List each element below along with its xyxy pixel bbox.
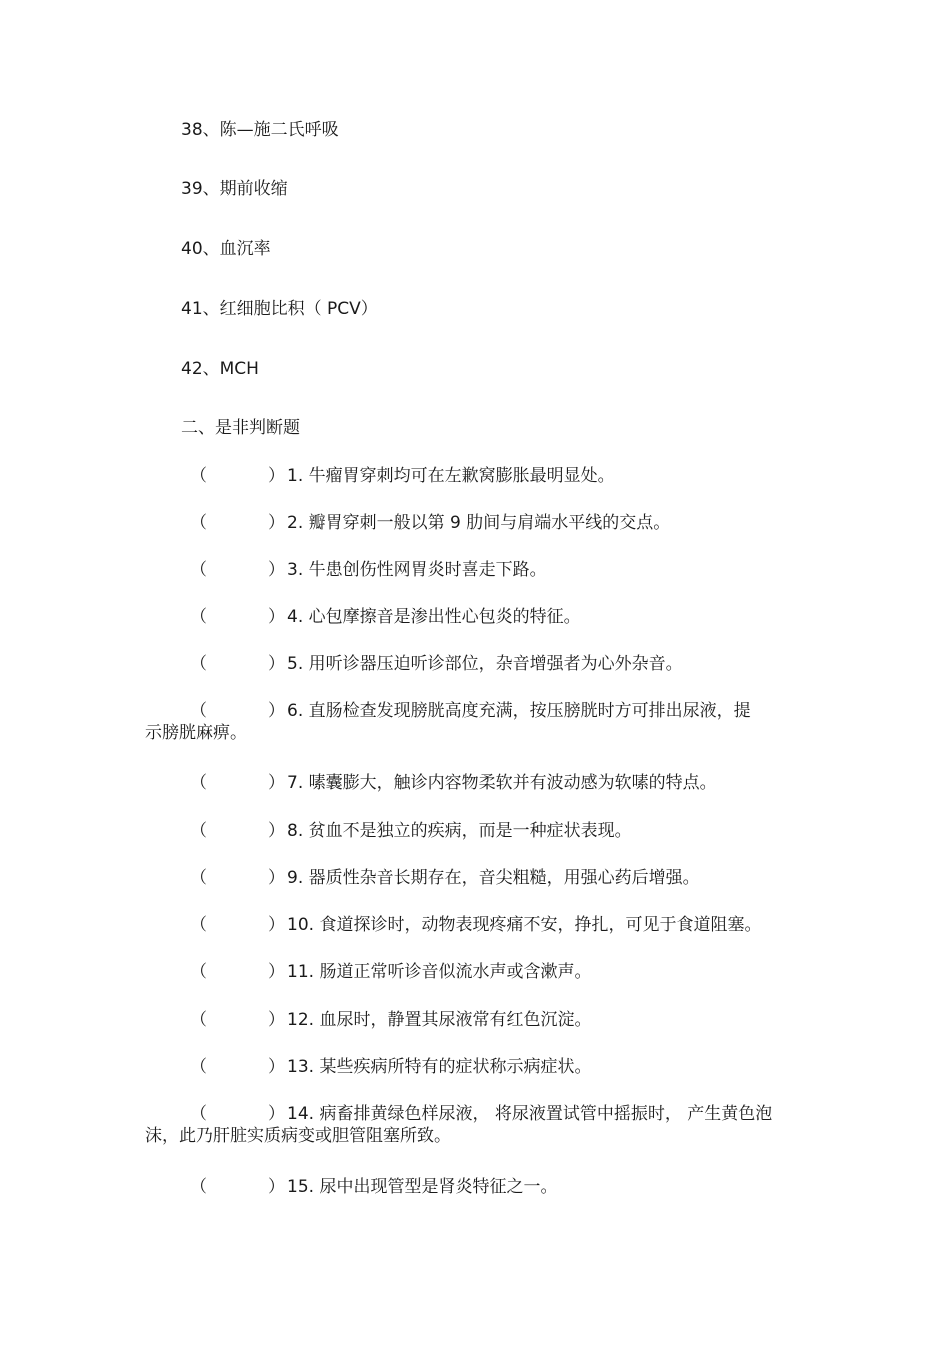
answer-blank[interactable] [205, 514, 265, 532]
question-item [0, 465, 950, 487]
paren-open: （ [190, 962, 207, 982]
paren-close: ） [268, 607, 285, 627]
paren-open: （ [190, 1010, 207, 1030]
question-item [0, 1176, 950, 1198]
question-text: 10. 食道探诊时，动物表现疼痛不安，挣扎，可见于食道阻塞。 [287, 915, 762, 935]
paren-close: ） [268, 466, 285, 486]
question-item [0, 606, 950, 628]
paren-open: （ [190, 654, 207, 674]
paren-open: （ [190, 868, 207, 888]
question-item [0, 700, 950, 743]
question-text: 6. 直肠检查发现膀胱高度充满，按压膀胱时方可排出尿液，提 [287, 701, 751, 721]
question-item [0, 512, 950, 534]
term-41: 41、红细胞比积（ PCV） [181, 299, 378, 319]
question-item [0, 1103, 950, 1146]
question-item [0, 1056, 950, 1078]
term-39: 39、期前收缩 [181, 179, 288, 199]
paren-open: （ [190, 513, 207, 533]
question-text: 13. 某些疾病所特有的症状称示病症状。 [287, 1057, 592, 1077]
question-item [0, 653, 950, 675]
answer-blank[interactable] [205, 655, 265, 673]
section-heading-true-false: 二、是非判断题 [181, 418, 300, 438]
paren-open: （ [190, 607, 207, 627]
question-text: 11. 肠道正常听诊音似流水声或含漱声。 [287, 962, 592, 982]
question-text: 4. 心包摩擦音是渗出性心包炎的特征。 [287, 607, 581, 627]
answer-blank[interactable] [205, 702, 265, 720]
term-40: 40、血沉率 [181, 239, 271, 259]
paren-open: （ [190, 560, 207, 580]
answer-blank[interactable] [205, 1058, 265, 1076]
term-42: 42、MCH [181, 359, 259, 379]
question-text: 1. 牛瘤胃穿刺均可在左歉窝膨胀最明显处。 [287, 466, 615, 486]
answer-blank[interactable] [205, 822, 265, 840]
answer-blank[interactable] [205, 869, 265, 887]
question-text: 9. 器质性杂音长期存在，音尖粗糙，用强心药后增强。 [287, 868, 700, 888]
paren-open: （ [190, 1104, 207, 1124]
paren-open: （ [190, 773, 207, 793]
paren-close: ） [268, 1057, 285, 1077]
term-38: 38、陈—施二氏呼吸 [181, 120, 339, 140]
question-text-continued: 示膀胱麻痹。 [145, 723, 247, 743]
paren-open: （ [190, 821, 207, 841]
question-text: 8. 贫血不是独立的疾病，而是一种症状表现。 [287, 821, 632, 841]
answer-blank[interactable] [205, 467, 265, 485]
paren-open: （ [190, 1177, 207, 1197]
question-text: 3. 牛患创伤性网胃炎时喜走下路。 [287, 560, 547, 580]
paren-close: ） [268, 773, 285, 793]
paren-open: （ [190, 701, 207, 721]
question-item [0, 772, 950, 794]
question-item [0, 820, 950, 842]
question-text: 15. 尿中出现管型是肾炎特征之一。 [287, 1177, 558, 1197]
paren-close: ） [268, 821, 285, 841]
answer-blank[interactable] [205, 1178, 265, 1196]
answer-blank[interactable] [205, 1011, 265, 1029]
answer-blank[interactable] [205, 1105, 265, 1123]
question-item [0, 961, 950, 983]
answer-blank[interactable] [205, 963, 265, 981]
paren-close: ） [268, 701, 285, 721]
answer-blank[interactable] [205, 561, 265, 579]
question-text-continued: 沫，此乃肝脏实质病变或胆管阻塞所致。 [145, 1126, 451, 1146]
question-text: 14. 病畜排黄绿色样尿液， 将尿液置试管中摇振时， 产生黄色泡 [287, 1104, 773, 1124]
paren-close: ） [268, 513, 285, 533]
paren-close: ） [268, 1010, 285, 1030]
question-item [0, 559, 950, 581]
paren-close: ） [268, 962, 285, 982]
question-item [0, 867, 950, 889]
paren-open: （ [190, 1057, 207, 1077]
question-item [0, 914, 950, 936]
question-text: 12. 血尿时，静置其尿液常有红色沉淀。 [287, 1010, 592, 1030]
paren-open: （ [190, 466, 207, 486]
paren-close: ） [268, 654, 285, 674]
paren-close: ） [268, 868, 285, 888]
paren-close: ） [268, 1104, 285, 1124]
paren-close: ） [268, 560, 285, 580]
paren-close: ） [268, 1177, 285, 1197]
question-text: 2. 瓣胃穿刺一般以第 9 肋间与肩端水平线的交点。 [287, 513, 671, 533]
question-text: 5. 用听诊器压迫听诊部位，杂音增强者为心外杂音。 [287, 654, 683, 674]
answer-blank[interactable] [205, 916, 265, 934]
question-text: 7. 嗉囊膨大，触诊内容物柔软并有波动感为软嗉的特点。 [287, 773, 717, 793]
answer-blank[interactable] [205, 774, 265, 792]
paren-close: ） [268, 915, 285, 935]
question-item [0, 1009, 950, 1031]
answer-blank[interactable] [205, 608, 265, 626]
paren-open: （ [190, 915, 207, 935]
